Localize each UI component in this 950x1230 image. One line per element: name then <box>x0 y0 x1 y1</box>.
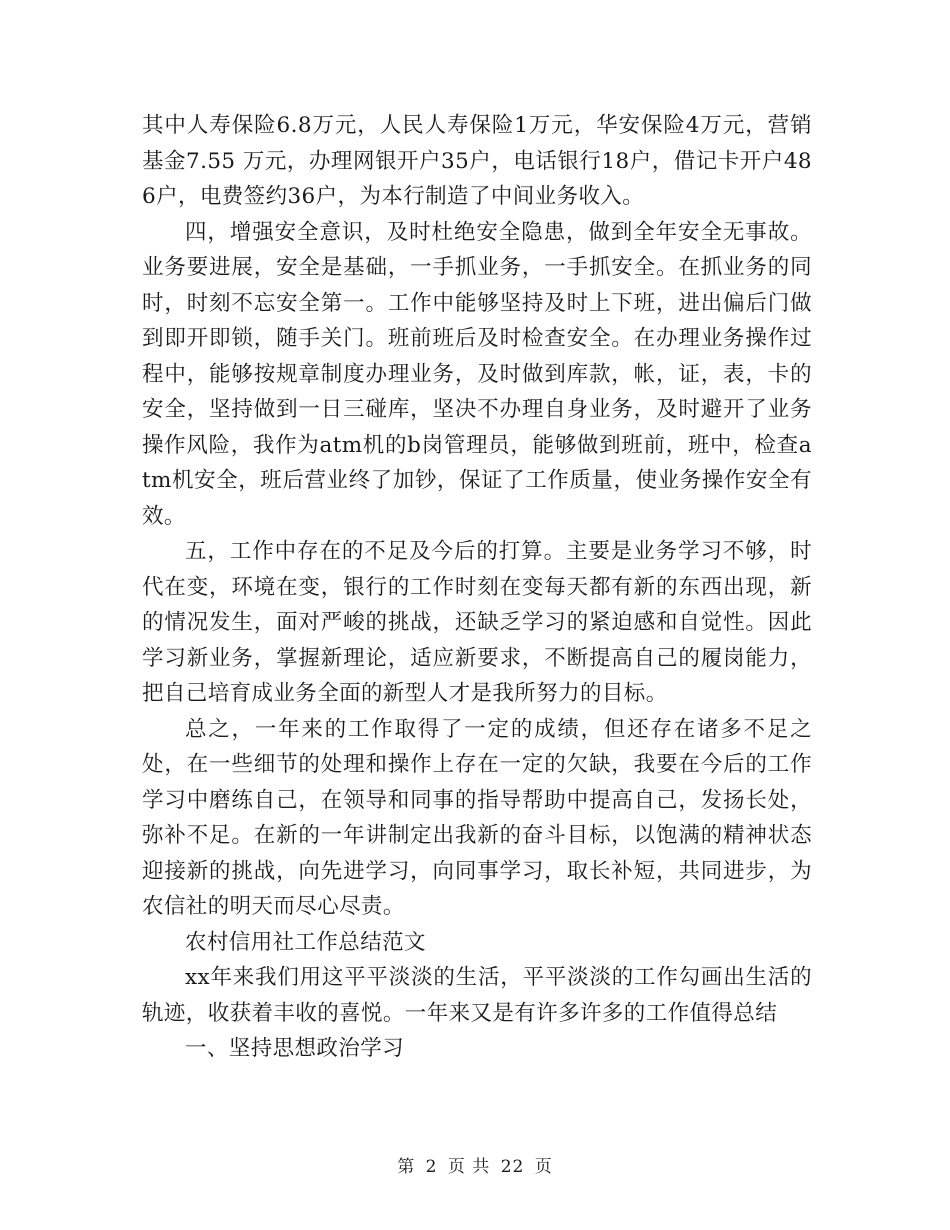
footer-current-page: 2 <box>425 1157 438 1177</box>
footer-middle: 页 共 <box>447 1157 491 1177</box>
paragraph-continuation: 其中人寿保险6.8万元，人民人寿保险1万元，华安保险4万元，营销基金7.55 万元，办理网银开户35户，电话银行18户，借记卡开户486户，电费签约36户，为本行制造了中间业务收入。 <box>142 113 812 209</box>
footer-total-pages: 22 <box>500 1157 525 1177</box>
paragraph-intro: xx年来我们用这平平淡淡的生活，平平淡淡的工作勾画出生活的轨迹，收获着丰收的喜悦。一年来又是有许多许多的工作值得总结 <box>142 965 812 1026</box>
paragraph-shortcomings: 五，工作中存在的不足及今后的打算。主要是业务学习不够，时代在变，环境在变，银行的工作时刻在变每天都有新的东西出现，新的情况发生，面对严峻的挑战，还缺乏学习的紧迫感和自觉性。因此学习新业务，掌握新理论，适应新要求，不断提高自己的履岗能力，把自己培育成业务全面的新型人才是我所努力的目标。 <box>142 539 812 706</box>
section-heading-one: 一、坚持思想政治学习 <box>185 1036 405 1061</box>
footer-suffix: 页 <box>534 1157 553 1177</box>
paragraph-conclusion: 总之，一年来的工作取得了一定的成绩，但还存在诸多不足之处，在一些细节的处理和操作上存在一定的欠缺，我要在今后的工作学习中磨练自己，在领导和同事的指导帮助中提高自己，发扬长处，弥补不足。在新的一年讲制定出我新的奋斗目标，以饱满的精神状态迎接新的挑战，向先进学习，向同事学习，取长补短，共同进步，为农信社的明天而尽心尽责。 <box>142 716 812 919</box>
footer-prefix: 第 <box>397 1157 416 1177</box>
paragraph-safety: 四，增强安全意识，及时杜绝安全隐患，做到全年安全无事故。业务要进展，安全是基础，一手抓业务，一手抓安全。在抓业务的同时，时刻不忘安全第一。工作中能够坚持及时上下班，进出偏后门做到即开即锁，随手关门。班前班后及时检查安全。在办理业务操作过程中，能够按规章制度办理业务，及时做到库款，帐，证，表，卡的安全，坚持做到一日三碰库，坚决不办理自身业务，及时避开了业务操作风险，我作为atm机的b岗管理员，能够做到班前，班中，检查atm机安全，班后营业终了加钞，保证了工作质量，使业务操作安全有效。 <box>142 219 812 529</box>
page-footer <box>0 1152 950 1177</box>
document-body <box>142 108 812 1067</box>
section-title: 农村信用社工作总结范文 <box>185 929 426 955</box>
